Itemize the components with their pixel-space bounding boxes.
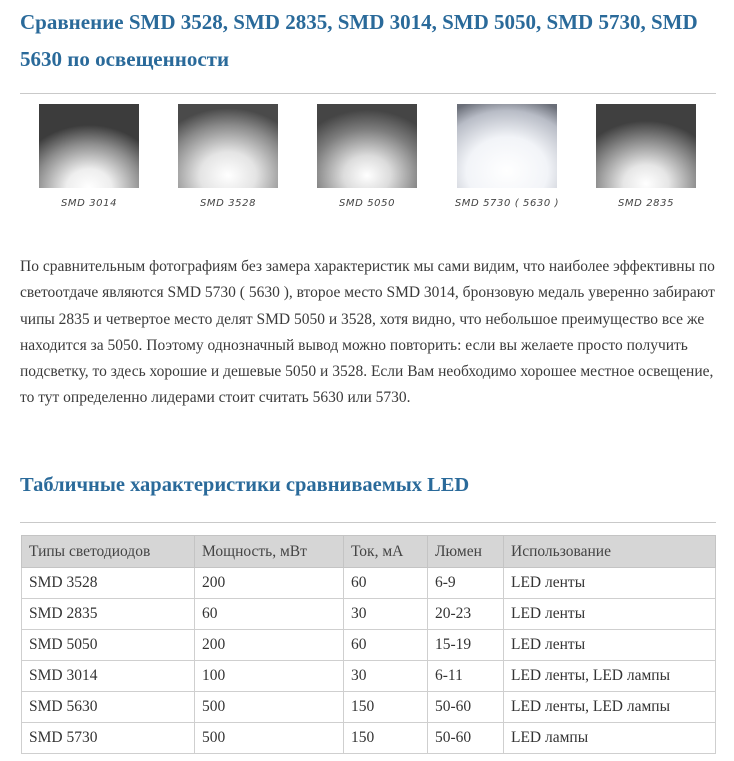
table-cell: 150 <box>344 723 428 754</box>
table-cell: 200 <box>195 630 344 661</box>
table-cell: LED ленты <box>504 630 716 661</box>
table-cell: 50-60 <box>428 692 504 723</box>
table-cell: 60 <box>344 630 428 661</box>
table-cell: 15-19 <box>428 630 504 661</box>
table-row <box>22 630 716 661</box>
photo-caption: SMD 5050 <box>338 198 396 209</box>
table-cell: 500 <box>195 723 344 754</box>
photo-caption: SMD 2835 <box>617 198 675 209</box>
table-cell: SMD 5730 <box>22 723 195 754</box>
table-cell: 30 <box>344 599 428 630</box>
table-cell: 50-60 <box>428 723 504 754</box>
table-cell: 30 <box>344 661 428 692</box>
table-cell: LED ленты, LED лампы <box>504 661 716 692</box>
table-cell: SMD 5050 <box>22 630 195 661</box>
photo-caption: SMD 3528 <box>199 198 257 209</box>
table-header-row <box>22 536 716 568</box>
led-glow-photo-icon <box>457 104 557 188</box>
table-cell: SMD 3014 <box>22 661 195 692</box>
column-header: Использование <box>504 536 716 568</box>
photo-smd-5730 <box>457 104 557 188</box>
photo-smd-2835 <box>596 104 696 188</box>
table-heading: Табличные характеристики сравниваемых LED <box>20 474 470 496</box>
table-cell: 60 <box>344 568 428 599</box>
led-glow-photo-icon <box>178 104 278 188</box>
page-title: Сравнение SMD 3528, SMD 2835, SMD 3014, SMD 5050, SMD 5730, SMD 5630 по освещенности <box>20 10 698 71</box>
led-glow-photo-icon <box>39 104 139 188</box>
table-cell: LED ленты, LED лампы <box>504 692 716 723</box>
table-cell: SMD 3528 <box>22 568 195 599</box>
column-header: Мощность, мВт <box>195 536 344 568</box>
table-cell: LED ленты <box>504 568 716 599</box>
column-header: Люмен <box>428 536 504 568</box>
table-cell: LED лампы <box>504 723 716 754</box>
photo-caption: SMD 3014 <box>60 198 118 209</box>
table-row <box>22 723 716 754</box>
table-cell: 200 <box>195 568 344 599</box>
table-cell: 20-23 <box>428 599 504 630</box>
divider <box>20 93 716 94</box>
divider <box>20 522 716 523</box>
table-cell: 100 <box>195 661 344 692</box>
table-cell: 6-9 <box>428 568 504 599</box>
photo-smd-3528 <box>178 104 278 188</box>
table-row <box>22 568 716 599</box>
photo-smd-5050 <box>317 104 417 188</box>
led-glow-photo-icon <box>317 104 417 188</box>
body-paragraph: По сравнительным фотографиям без замера характеристик мы сами видим, что наиболее эффективны по светоотдаче являются SMD 5730 ( 5630 ), второе место SMD 3014, бронзовую медаль уверенно забирают чипы 2835 и четвертое место делят SMD 5050 и 3528, хотя видно, что небольшое преимущество все же находится за 5050. Поэтому однозначный вывод можно повторить: если вы желаете просто получить подсветку, то здесь хорошие и дешевые 5050 и 3528. Если Вам необходимо хорошее местное освещение, то тут определенно лидерами стоит считать 5630 или 5730. <box>20 258 715 407</box>
table-row <box>22 599 716 630</box>
table-cell: SMD 5630 <box>22 692 195 723</box>
column-header: Ток, мА <box>344 536 428 568</box>
photo-caption: SMD 5730 ( 5630 ) <box>454 198 560 209</box>
table-cell: 150 <box>344 692 428 723</box>
led-spec-table <box>21 535 716 754</box>
table-cell: 6-11 <box>428 661 504 692</box>
table-cell: 500 <box>195 692 344 723</box>
column-header: Типы светодиодов <box>22 536 195 568</box>
table-cell: 60 <box>195 599 344 630</box>
table-cell: LED ленты <box>504 599 716 630</box>
table-row <box>22 661 716 692</box>
photo-smd-3014 <box>39 104 139 188</box>
led-glow-photo-icon <box>596 104 696 188</box>
table-cell: SMD 2835 <box>22 599 195 630</box>
table-row <box>22 692 716 723</box>
